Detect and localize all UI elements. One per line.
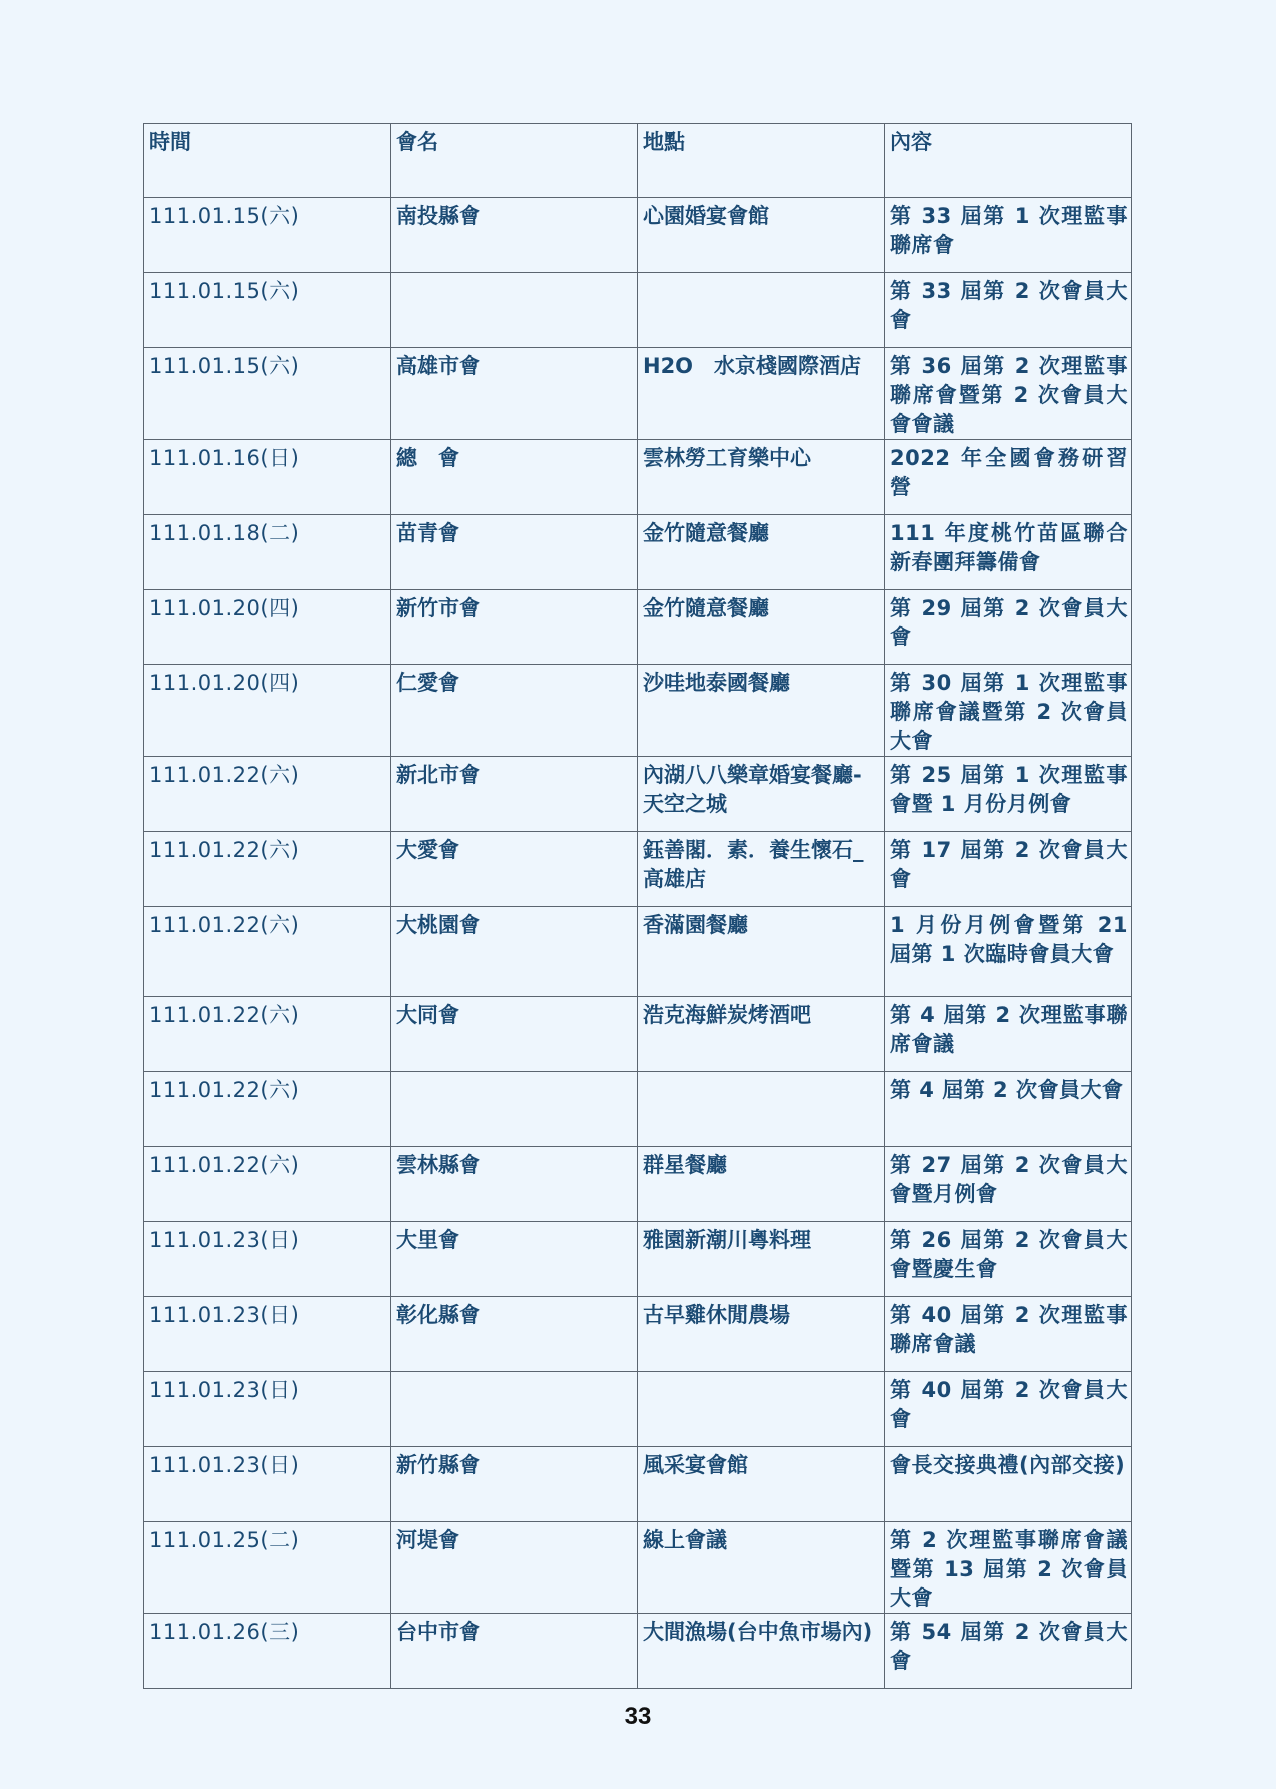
table-row [144, 832, 1132, 907]
header-content: 內容 [885, 124, 1132, 198]
table-row [144, 440, 1132, 515]
cell-date: 111.01.22(六) [144, 997, 391, 1072]
cell-org: 彰化縣會 [391, 1297, 638, 1372]
cell-content: 第 36 屆第 2 次理監事聯席會暨第 2 次會員大會會議 [885, 348, 1132, 440]
cell-place: H2O 水京棧國際酒店 [638, 348, 885, 440]
cell-org: 總 會 [391, 440, 638, 515]
cell-org: 仁愛會 [391, 665, 638, 757]
cell-content: 第 33 屆第 1 次理監事聯席會 [885, 198, 1132, 273]
cell-org: 河堤會 [391, 1522, 638, 1614]
cell-content: 第 33 屆第 2 次會員大會 [885, 273, 1132, 348]
cell-place: 鈺善閣．素．養生懷石_高雄店 [638, 832, 885, 907]
cell-org [391, 1372, 638, 1447]
cell-content: 第 40 屆第 2 次理監事聯席會議 [885, 1297, 1132, 1372]
cell-date: 111.01.22(六) [144, 832, 391, 907]
cell-date: 111.01.25(二) [144, 1522, 391, 1614]
table-row [144, 273, 1132, 348]
cell-date: 111.01.15(六) [144, 198, 391, 273]
cell-date: 111.01.23(日) [144, 1447, 391, 1522]
cell-place [638, 273, 885, 348]
cell-place: 風采宴會館 [638, 1447, 885, 1522]
cell-place: 金竹隨意餐廳 [638, 590, 885, 665]
cell-content: 111 年度桃竹苗區聯合新春團拜籌備會 [885, 515, 1132, 590]
cell-content: 第 4 屆第 2 次理監事聯席會議 [885, 997, 1132, 1072]
cell-org: 台中市會 [391, 1614, 638, 1689]
table-row [144, 1147, 1132, 1222]
table-row [144, 515, 1132, 590]
cell-content: 第 40 屆第 2 次會員大會 [885, 1372, 1132, 1447]
cell-content: 第 25 屆第 1 次理監事會暨 1 月份月例會 [885, 757, 1132, 832]
table-row [144, 757, 1132, 832]
cell-date: 111.01.16(日) [144, 440, 391, 515]
cell-content: 第 27 屆第 2 次會員大會暨月例會 [885, 1147, 1132, 1222]
cell-content: 第 29 屆第 2 次會員大會 [885, 590, 1132, 665]
cell-date: 111.01.23(日) [144, 1372, 391, 1447]
cell-date: 111.01.22(六) [144, 907, 391, 997]
cell-place: 內湖八八樂章婚宴餐廳-天空之城 [638, 757, 885, 832]
cell-place: 沙哇地泰國餐廳 [638, 665, 885, 757]
cell-place: 雅園新潮川粵料理 [638, 1222, 885, 1297]
cell-place: 線上會議 [638, 1522, 885, 1614]
table-row [144, 1222, 1132, 1297]
table-row [144, 665, 1132, 757]
cell-content: 第 17 屆第 2 次會員大會 [885, 832, 1132, 907]
cell-org [391, 273, 638, 348]
cell-date: 111.01.20(四) [144, 665, 391, 757]
table-row [144, 590, 1132, 665]
cell-place: 大間漁場(台中魚市場內) [638, 1614, 885, 1689]
cell-date: 111.01.26(三) [144, 1614, 391, 1689]
table-row [144, 1072, 1132, 1147]
header-time: 時間 [144, 124, 391, 198]
cell-content: 第 2 次理監事聯席會議暨第 13 屆第 2 次會員大會 [885, 1522, 1132, 1614]
cell-place: 金竹隨意餐廳 [638, 515, 885, 590]
cell-content: 第 26 屆第 2 次會員大會暨慶生會 [885, 1222, 1132, 1297]
cell-date: 111.01.23(日) [144, 1297, 391, 1372]
cell-date: 111.01.18(二) [144, 515, 391, 590]
cell-org: 大桃園會 [391, 907, 638, 997]
schedule-table [143, 123, 1132, 1689]
cell-org [391, 1072, 638, 1147]
cell-org: 高雄市會 [391, 348, 638, 440]
cell-place: 群星餐廳 [638, 1147, 885, 1222]
cell-org: 雲林縣會 [391, 1147, 638, 1222]
table-row [144, 1522, 1132, 1614]
cell-place: 心園婚宴會館 [638, 198, 885, 273]
page-number: 33 [624, 1703, 652, 1730]
table-row [144, 1297, 1132, 1372]
cell-place [638, 1372, 885, 1447]
table-header-row [144, 124, 1132, 198]
header-org-name: 會名 [391, 124, 638, 198]
cell-org: 大愛會 [391, 832, 638, 907]
cell-date: 111.01.23(日) [144, 1222, 391, 1297]
cell-date: 111.01.15(六) [144, 348, 391, 440]
header-place: 地點 [638, 124, 885, 198]
cell-content: 2022 年全國會務研習營 [885, 440, 1132, 515]
table-row [144, 997, 1132, 1072]
cell-org: 新竹縣會 [391, 1447, 638, 1522]
table-row [144, 1614, 1132, 1689]
cell-org: 大同會 [391, 997, 638, 1072]
cell-place: 雲林勞工育樂中心 [638, 440, 885, 515]
cell-place [638, 1072, 885, 1147]
cell-org: 南投縣會 [391, 198, 638, 273]
cell-content: 第 54 屆第 2 次會員大會 [885, 1614, 1132, 1689]
cell-content: 第 4 屆第 2 次會員大會 [885, 1072, 1132, 1147]
cell-content: 1 月份月例會暨第 21 屆第 1 次臨時會員大會 [885, 907, 1132, 997]
cell-org: 新竹市會 [391, 590, 638, 665]
cell-date: 111.01.20(四) [144, 590, 391, 665]
cell-org: 苗青會 [391, 515, 638, 590]
cell-date: 111.01.22(六) [144, 757, 391, 832]
cell-place: 香滿園餐廳 [638, 907, 885, 997]
table-row [144, 907, 1132, 997]
cell-date: 111.01.22(六) [144, 1072, 391, 1147]
cell-place: 浩克海鮮炭烤酒吧 [638, 997, 885, 1072]
table-row [144, 1372, 1132, 1447]
cell-date: 111.01.22(六) [144, 1147, 391, 1222]
table-row [144, 198, 1132, 273]
cell-place: 古早雞休閒農場 [638, 1297, 885, 1372]
cell-content: 會長交接典禮(內部交接) [885, 1447, 1132, 1522]
cell-content: 第 30 屆第 1 次理監事聯席會議暨第 2 次會員大會 [885, 665, 1132, 757]
cell-date: 111.01.15(六) [144, 273, 391, 348]
table-row [144, 348, 1132, 440]
cell-org: 大里會 [391, 1222, 638, 1297]
cell-org: 新北市會 [391, 757, 638, 832]
table-row [144, 1447, 1132, 1522]
